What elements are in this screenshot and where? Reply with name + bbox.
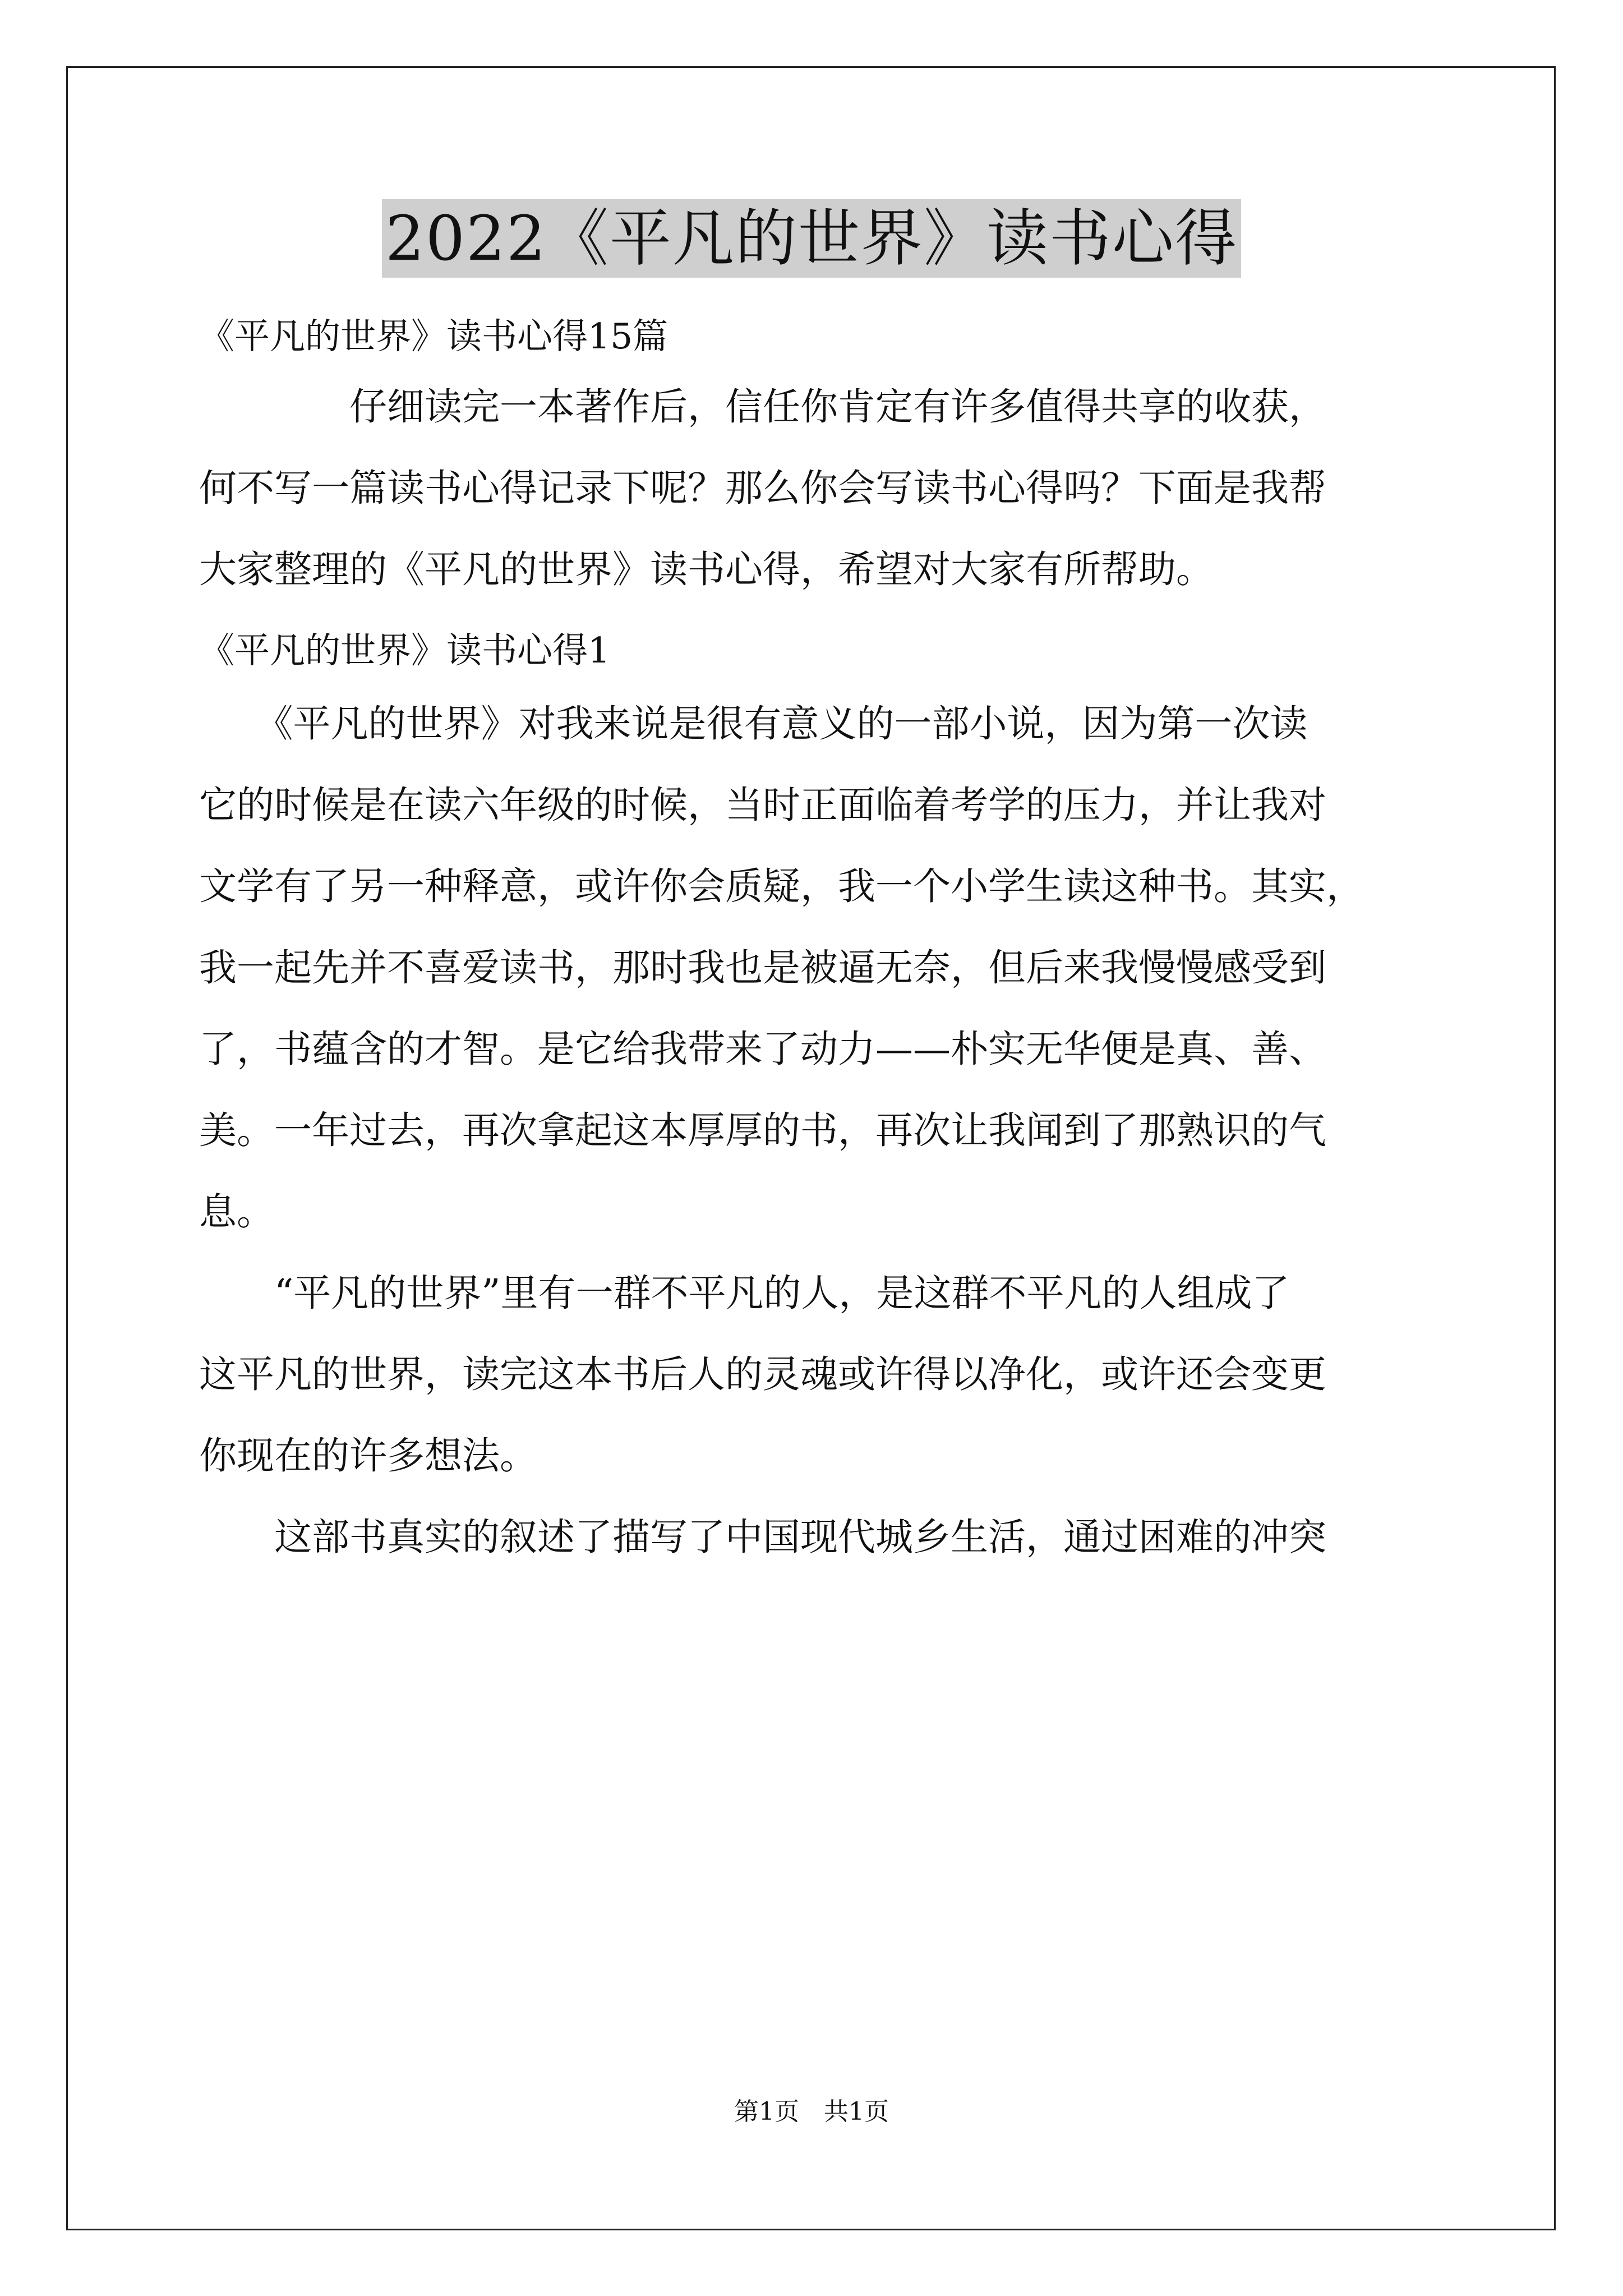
intro-line: 何不写一篇读书心得记录下呢？那么你会写读书心得吗？下面是我帮 [199,466,1326,510]
paragraph-line: 《平凡的世界》对我来说是很有意义的一部小说，因为第一次读 [199,702,1308,746]
paragraph-line: 它的时候是在读六年级的时候，当时正面临着考学的压力，并让我对 [199,783,1326,827]
page-footer: 第1页 共1页 [734,2097,889,2126]
title-container [0,199,1623,278]
paragraph-line: 美。一年过去，再次拿起这本厚厚的书，再次让我闻到了那熟识的气 [199,1108,1326,1152]
paragraph-line: 这部书真实的叙述了描写了中国现代城乡生活，通过困难的冲突 [199,1515,1326,1559]
paragraph-line: 这平凡的世界，读完这本书后人的灵魂或许得以净化，或许还会变更 [199,1352,1326,1396]
subtitle: 《平凡的世界》读书心得15篇 [199,316,668,357]
intro-line: 大家整理的《平凡的世界》读书心得，希望对大家有所帮助。 [199,547,1214,591]
paragraph-line: 我一起先并不喜爱读书，那时我也是被逼无奈，但后来我慢慢感受到 [199,946,1326,990]
paragraph-line: 息。 [199,1190,274,1234]
section-heading: 《平凡的世界》读书心得1 [199,630,611,671]
intro-line: 仔细读完一本著作后，信任你肯定有许多值得共享的收获， [199,385,1326,429]
paragraph-line: 了，书蕴含的才智。是它给我带来了动力——朴实无华便是真、善、 [199,1027,1326,1071]
paragraph-line: 你现在的许多想法。 [199,1434,537,1478]
paragraph-line: 文学有了另一种释意，或许你会质疑，我一个小学生读这种书。其实， [199,864,1364,908]
document-title: 2022《平凡的世界》读书心得 [382,199,1241,278]
paragraph-line: “平凡的世界”里有一群不平凡的人，是这群不平凡的人组成了 [199,1271,1290,1315]
